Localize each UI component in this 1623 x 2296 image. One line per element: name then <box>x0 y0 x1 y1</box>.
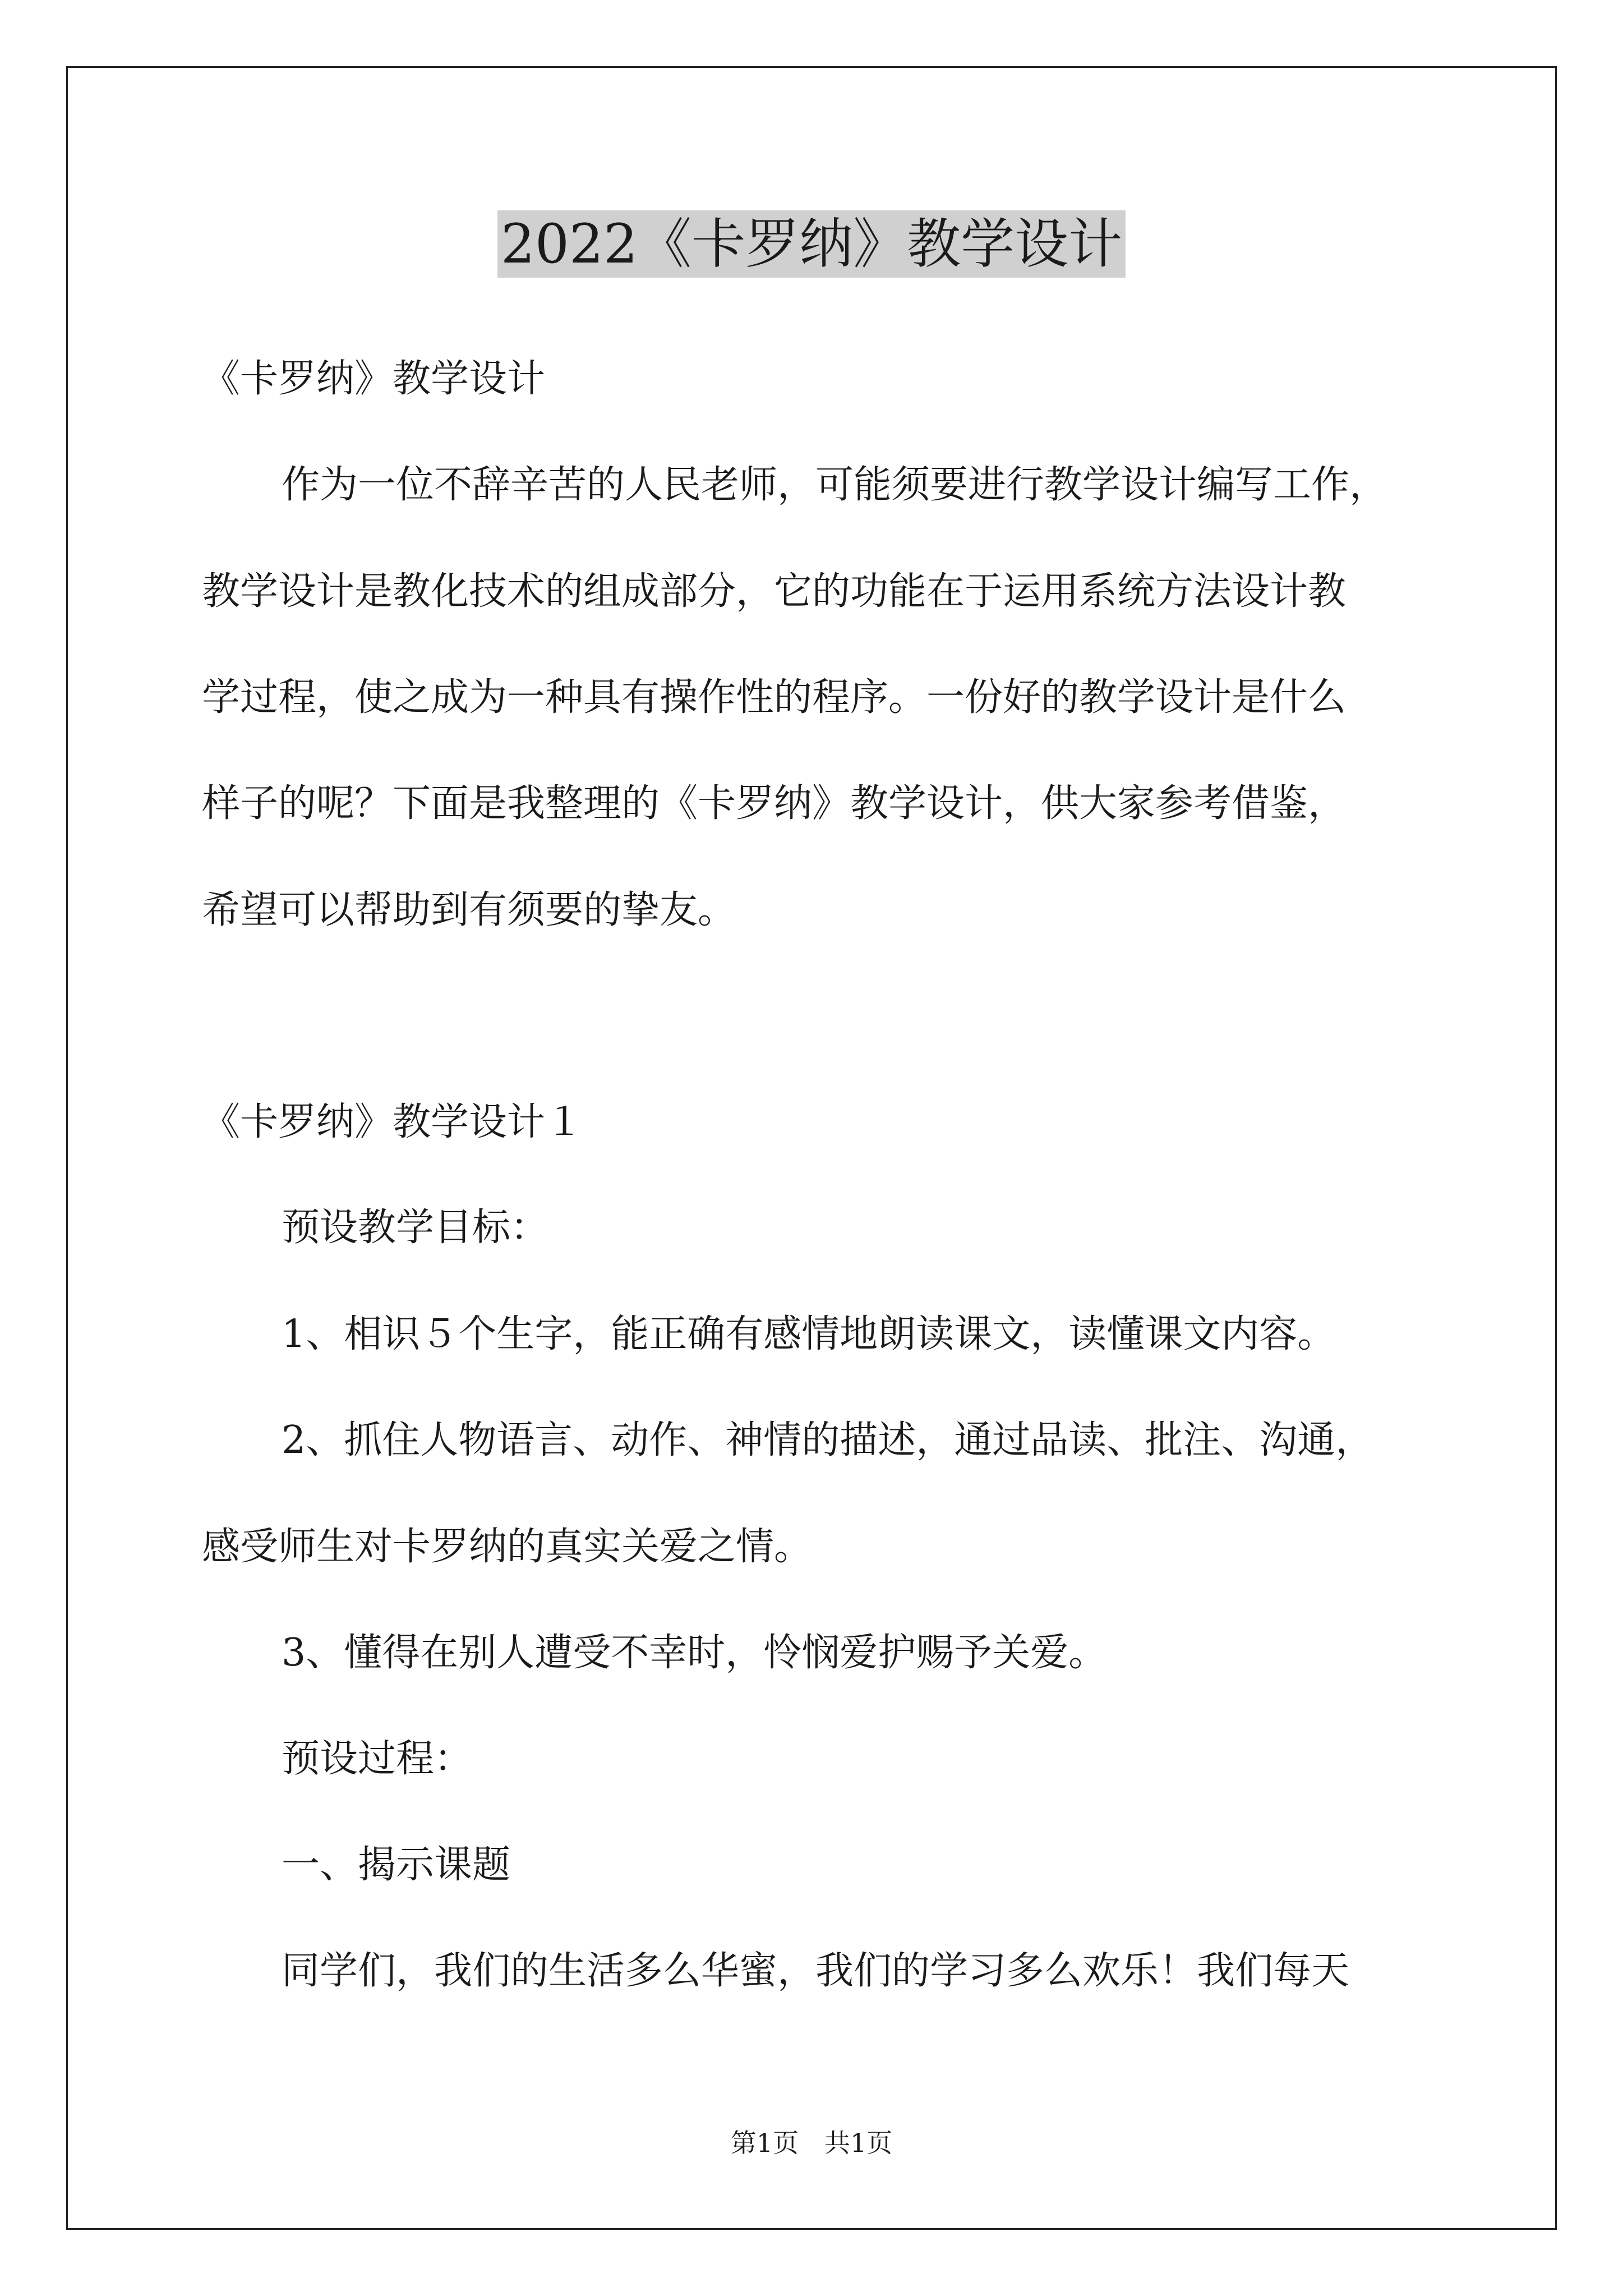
goal-item-continuation: 感受师生对卡罗纳的真实关爱之情。 <box>202 1525 813 1569</box>
intro-paragraph-line: 样子的呢？下面是我整理的《卡罗纳》教学设计，供大家参考借鉴， <box>202 781 1347 826</box>
intro-paragraph-line: 教学设计是教化技术的组成部分，它的功能在于运用系统方法设计教 <box>202 569 1347 614</box>
goals-heading: 预设教学目标： <box>282 1205 549 1250</box>
document-title-text: 2022《卡罗纳》教学设计 <box>497 210 1126 278</box>
intro-paragraph-line: 作为一位不辞辛苦的人民老师，可能须要进行教学设计编写工作， <box>282 463 1388 507</box>
intro-paragraph-line: 学过程，使之成为一种具有操作性的程序。一份好的教学设计是什么 <box>202 675 1347 720</box>
goal-item: 1、相识５个生字，能正确有感情地朗读课文，读懂课文内容。 <box>282 1312 1336 1356</box>
process-paragraph-line: 同学们，我们的生活多么华蜜，我们的学习多么欢乐！我们每天 <box>282 1949 1350 1993</box>
intro-paragraph-line: 希望可以帮助到有须要的挚友。 <box>202 888 736 932</box>
process-step-heading: 一、揭示课题 <box>282 1843 511 1887</box>
process-heading: 预设过程： <box>282 1737 473 1781</box>
goal-item: 3、懂得在别人遭受不幸时，怜悯爱护赐予关爱。 <box>282 1631 1107 1675</box>
section-heading-intro: 《卡罗纳》教学设计 <box>202 357 546 401</box>
section-heading-design-1: 《卡罗纳》教学设计１ <box>202 1100 584 1144</box>
page-footer: 第1页 共1页 <box>730 2128 893 2158</box>
document-title <box>0 208 1623 280</box>
goal-item: 2、抓住人物语言、动作、神情的描述，通过品读、批注、沟通， <box>282 1418 1374 1462</box>
